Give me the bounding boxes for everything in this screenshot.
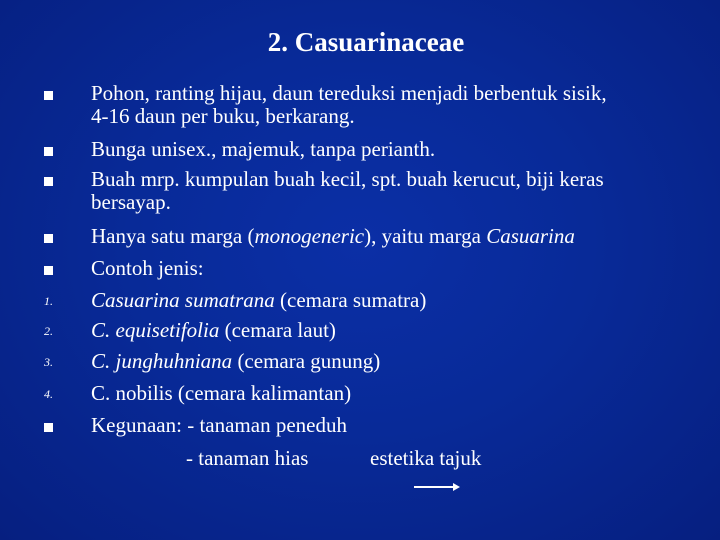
item-text: Kegunaan: - tanaman peneduh — [91, 413, 347, 437]
item-text-part: Hanya satu marga ( — [91, 224, 255, 248]
item-text-part: (cemara laut) — [219, 318, 336, 342]
square-bullet-icon — [44, 147, 53, 156]
square-bullet-icon — [44, 177, 53, 186]
square-bullet-icon — [44, 266, 53, 275]
item-italic-part: Casuarina — [486, 224, 575, 248]
item-italic-part: C. equisetifolia — [91, 318, 220, 342]
item-text — [91, 168, 604, 214]
item-italic-part: C. junghuhniana — [91, 349, 233, 373]
item-line: 4-16 daun per buku, berkarang. — [91, 104, 355, 128]
item-continuation: estetika tajuk — [370, 446, 482, 470]
square-bullet-icon — [44, 234, 53, 243]
item-italic-part: monogeneric — [254, 224, 365, 248]
item-text — [91, 289, 426, 312]
item-text — [91, 82, 607, 128]
item-number: 2. — [44, 324, 53, 338]
slide-title: 2. Casuarinaceae — [267, 27, 465, 57]
item-number: 1. — [44, 294, 53, 308]
item-italic-part: Casuarina sumatrana — [91, 288, 275, 312]
square-bullet-icon — [44, 91, 53, 100]
item-text: C. nobilis (cemara kalimantan) — [91, 381, 352, 405]
item-text-part: (cemara sumatra) — [274, 288, 427, 312]
item-text-part: (cemara gunung) — [232, 349, 381, 373]
item-text — [91, 319, 336, 342]
square-bullet-icon — [44, 423, 53, 432]
item-text: Bunga unisex., majemuk, tanpa perianth. — [91, 137, 436, 161]
item-text: Contoh jenis: — [91, 256, 204, 280]
item-line: bersayap. — [91, 190, 171, 214]
item-line: Buah mrp. kumpulan buah kecil, spt. buah kerucut, biji keras — [91, 167, 604, 191]
item-text-part: ), yaitu marga — [364, 224, 487, 248]
item-number: 3. — [44, 355, 53, 369]
item-continuation: - tanaman hias — [186, 446, 309, 470]
item-text — [91, 225, 575, 248]
item-number: 4. — [44, 387, 53, 401]
right-arrow-icon — [414, 486, 458, 488]
item-text — [91, 350, 380, 373]
item-line: Pohon, ranting hijau, daun tereduksi menjadi berbentuk sisik, — [91, 81, 607, 105]
